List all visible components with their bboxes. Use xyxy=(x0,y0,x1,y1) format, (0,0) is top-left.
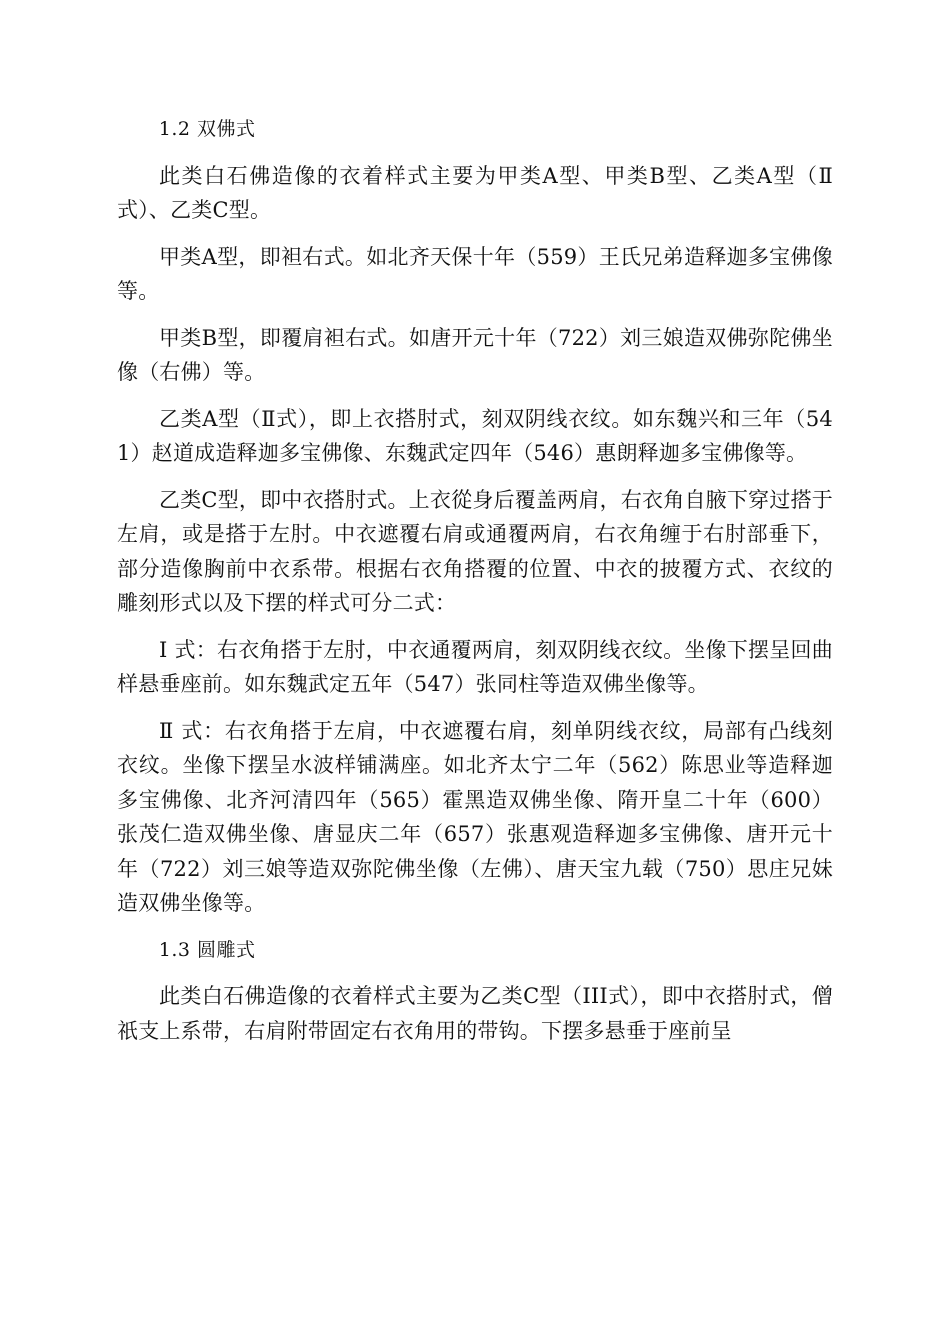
paragraph: 乙类C型，即中衣搭肘式。上衣從身后覆盖两肩，右衣角自腋下穿过搭于左肩，或是搭于左肘。中衣遮覆右肩或通覆两肩，右衣角缠于右肘部垂下，部分造像胸前中衣系带。根据右衣角搭覆的位置、中衣的披覆方式、衣纹的雕刻形式以及下摆的样式可分二式： xyxy=(117,487,833,615)
paragraph: Ⅱ 式：右衣角搭于左肩，中衣遮覆右肩，刻单阴线衣纹，局部有凸线刻衣纹。坐像下摆呈水波样铺满座。如北齐太宁二年（562）陈思业等造释迦多宝佛像、北齐河清四年（565）霍黑造双佛坐像、隋开皇二十年（600）张茂仁造双佛坐像、唐显庆二年（657）张惠观造释迦多宝佛像、唐开元十年（722）刘三娘等造双弥陀佛坐像（左佛）、唐天宝九载（750）思庄兄妹造双佛坐像等。 xyxy=(117,718,833,915)
paragraph: 此类白石佛造像的衣着样式主要为乙类C型（III式），即中衣搭肘式，僧祇支上系带，右肩附带固定右衣角用的带钩。下摆多悬垂于座前呈 xyxy=(117,984,833,1043)
paragraph: 乙类A型（Ⅱ式），即上衣搭肘式，刻双阴线衣纹。如东魏兴和三年（541）赵道成造释迦多宝佛像、东魏武定四年（546）惠朗释迦多宝佛像等。 xyxy=(117,406,833,465)
section-heading-1-2: 1.2 双佛式 xyxy=(158,118,256,140)
paragraph: 甲类A型，即袒右式。如北齐天保十年（559）王氏兄弟造释迦多宝佛像等。 xyxy=(117,244,833,303)
section-heading-1-3: 1.3 圆雕式 xyxy=(158,938,256,961)
paragraph: Ⅰ 式：右衣角搭于左肘，中衣通覆两肩，刻双阴线衣纹。坐像下摆呈回曲样悬垂座前。如东魏武定五年（547）张同柱等造双佛坐像等。 xyxy=(117,637,833,696)
paragraph: 此类白石佛造像的衣着样式主要为甲类A型、甲类B型、乙类A型（Ⅱ式）、乙类C型。 xyxy=(117,163,833,222)
paragraph: 甲类B型，即覆肩袒右式。如唐开元十年（722）刘三娘造双佛弥陀佛坐像（右佛）等。 xyxy=(117,325,833,384)
document-page xyxy=(117,112,833,1060)
